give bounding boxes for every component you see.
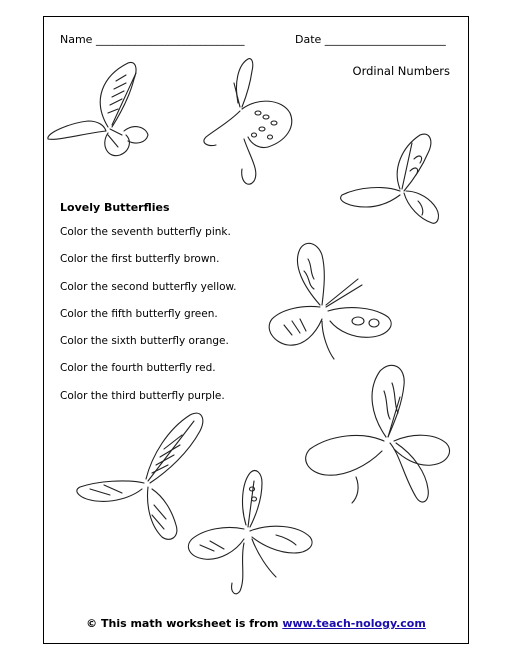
instruction-item: Color the third butterfly purple. (60, 389, 225, 402)
butterfly-icon (194, 53, 324, 193)
date-field-label: Date ______________________ (295, 33, 446, 46)
name-field-label: Name ___________________________ (60, 33, 245, 46)
instruction-item: Color the fourth butterfly red. (60, 362, 216, 375)
butterfly-icon (296, 357, 466, 517)
worksheet-subject: Ordinal Numbers (352, 64, 450, 78)
footer-text: © This math worksheet is from (86, 617, 283, 630)
worksheet-page (43, 16, 469, 644)
instruction-item: Color the second butterfly yellow. (60, 280, 237, 293)
butterfly-icon (262, 235, 412, 375)
worksheet-title: Lovely Butterflies (60, 201, 170, 214)
instruction-item: Color the first butterfly brown. (60, 253, 220, 266)
instruction-item: Color the fifth butterfly green. (60, 307, 218, 320)
footer-link[interactable]: www.teach-nology.com (282, 617, 426, 630)
instruction-list (60, 225, 237, 416)
butterfly-icon (46, 55, 176, 165)
butterfly-icon (180, 465, 320, 605)
butterfly-icon (334, 129, 454, 229)
instruction-item: Color the seventh butterfly pink. (60, 226, 231, 238)
footer-credit (44, 617, 468, 630)
instruction-item: Color the sixth butterfly orange. (60, 335, 229, 348)
